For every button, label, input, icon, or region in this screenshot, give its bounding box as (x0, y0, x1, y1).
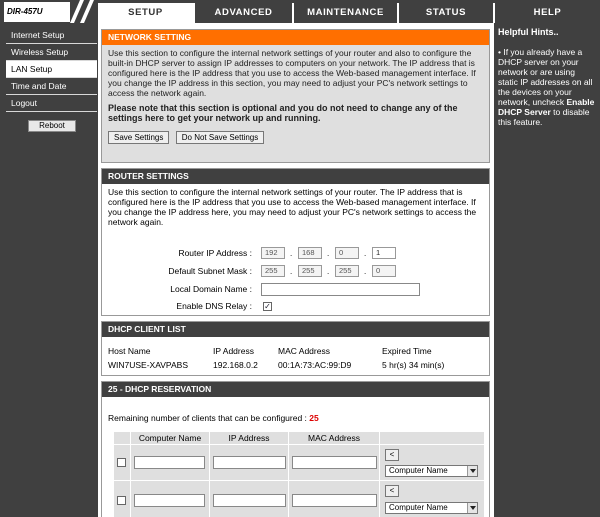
remaining-clients-label: Remaining number of clients that can be configured : (108, 413, 307, 423)
dont-save-settings-button[interactable]: Do Not Save Settings (176, 131, 264, 144)
help-title: Helpful Hints.. (498, 27, 559, 37)
computer-name-dropdown[interactable]: Computer Name (385, 465, 478, 477)
subnet-mask-octet-3[interactable]: 255 (335, 265, 359, 277)
dot-separator: . (290, 267, 293, 276)
client-ip-address: 192.168.0.2 (213, 360, 258, 370)
tab-setup[interactable]: SETUP (98, 3, 193, 23)
table-header-mac-address: MAC Address (289, 432, 379, 444)
dlink-slash-logo (66, 0, 98, 23)
reservation-computer-name-input[interactable] (134, 456, 205, 469)
chevron-down-icon (467, 466, 477, 476)
router-settings-title: ROUTER SETTINGS (102, 169, 489, 184)
dns-relay-row (102, 300, 491, 313)
network-setting-description: Use this section to configure the internal network settings of your router and also to configure the built-in DHCP server to assign IP addresses to computers on your network. The IP address that is configured here is the IP address that you use to access the Web-based management interface. If you change the IP address in this section, you may need to adjust your PC's network settings to access the network again. (108, 48, 476, 98)
help-text: • If you already have a DHCP server on your network or are using static IP addresses on all the devices on your network, uncheck Enable DHCP Server to disable this feature. (498, 47, 595, 127)
tab-maintenance[interactable]: MAINTENANCE (292, 3, 397, 23)
copy-to-fields-button[interactable]: < (385, 485, 399, 497)
save-settings-button[interactable]: Save Settings (108, 131, 169, 144)
dhcp-client-list-section (101, 321, 490, 376)
subnet-mask-octet-2[interactable]: 255 (298, 265, 322, 277)
reservation-mac-address-input[interactable] (292, 494, 377, 507)
dns-relay-label: Enable DNS Relay : (176, 301, 252, 311)
left-sidebar (6, 27, 97, 517)
col-ip-address: IP Address (213, 346, 254, 356)
sidebar-item-time-and-date[interactable]: Time and Date (6, 78, 97, 95)
client-mac-address: 00:1A:73:AC:99:D9 (278, 360, 352, 370)
reservation-computer-name-input[interactable] (134, 494, 205, 507)
dhcp-reservation-section (101, 381, 490, 517)
client-expired-time: 5 hr(s) 34 min(s) (382, 360, 445, 370)
chevron-down-icon (467, 503, 477, 513)
tab-status[interactable]: STATUS (397, 3, 493, 23)
router-ip-row (102, 247, 491, 260)
local-domain-input[interactable] (261, 283, 420, 296)
router-settings-section (101, 168, 490, 316)
dns-relay-checkbox[interactable]: ✓ (264, 302, 271, 311)
table-header-computer-name: Computer Name (131, 432, 209, 444)
bullet-icon: • (498, 47, 501, 57)
reboot-button[interactable]: Reboot (28, 120, 76, 132)
local-domain-label: Local Domain Name : (170, 284, 252, 294)
help-bold-term: Enable DHCP Server (498, 97, 595, 117)
subnet-mask-label: Default Subnet Mask : (168, 266, 252, 276)
main-content (98, 23, 494, 517)
help-panel (496, 23, 600, 517)
network-setting-title: NETWORK SETTING (102, 30, 489, 45)
sidebar-item-logout[interactable]: Logout (6, 95, 97, 112)
dhcp-client-list-title: DHCP CLIENT LIST (102, 322, 489, 337)
top-navigation-bar (0, 0, 600, 23)
col-mac-address: MAC Address (278, 346, 330, 356)
table-header-actions (380, 432, 484, 444)
router-ip-octet-4[interactable]: 1 (372, 247, 396, 259)
router-ip-label: Router IP Address : (178, 248, 252, 258)
subnet-mask-octet-4[interactable]: 0 (372, 265, 396, 277)
computer-name-dropdown[interactable]: Computer Name (385, 502, 478, 514)
sidebar-item-wireless-setup[interactable]: Wireless Setup (6, 44, 97, 61)
router-ip-octet-3[interactable]: 0 (335, 247, 359, 259)
col-host-name: Host Name (108, 346, 151, 356)
table-header-ip-address: IP Address (210, 432, 288, 444)
copy-to-fields-button[interactable]: < (385, 449, 399, 461)
dot-separator: . (290, 249, 293, 258)
subnet-mask-octet-1[interactable]: 255 (261, 265, 285, 277)
router-ip-octet-1[interactable]: 192 (261, 247, 285, 259)
dot-separator: . (364, 267, 367, 276)
dhcp-reservation-title: 25 - DHCP RESERVATION (102, 382, 489, 397)
remaining-clients-count: 25 (309, 413, 319, 423)
optional-notice: Please note that this section is optional and you do not need to change any of the settings here to get your network up and running. (108, 103, 458, 123)
sidebar-item-internet-setup[interactable]: Internet Setup (6, 27, 97, 44)
router-ip-octet-2[interactable]: 168 (298, 247, 322, 259)
client-host-name: WIN7USE-XAVPABS (108, 360, 188, 370)
table-header-checkbox-col (114, 432, 130, 444)
reservation-ip-address-input[interactable] (213, 456, 286, 469)
reservation-mac-address-input[interactable] (292, 456, 377, 469)
tab-help[interactable]: HELP (493, 3, 600, 23)
dot-separator: . (327, 249, 330, 258)
sidebar-item-lan-setup[interactable]: LAN Setup (6, 61, 97, 78)
model-label: DIR-457U (4, 2, 70, 22)
reservation-ip-address-input[interactable] (213, 494, 286, 507)
subnet-mask-row (102, 265, 491, 278)
dot-separator: . (364, 249, 367, 258)
router-settings-description: Use this section to configure the internal network settings of your router. The IP address that is configured here is the IP address that you use to access the Web-based management interface. If you change the IP address here, you may need to adjust your PC's network settings to access the network again. (108, 187, 477, 227)
local-domain-row (102, 283, 491, 296)
remaining-clients-text (108, 413, 319, 423)
reservation-enable-checkbox[interactable] (117, 458, 126, 467)
tab-advanced[interactable]: ADVANCED (193, 3, 292, 23)
network-setting-section (101, 29, 490, 163)
dot-separator: . (327, 267, 330, 276)
reservation-enable-checkbox[interactable] (117, 496, 126, 505)
col-expired-time: Expired Time (382, 346, 432, 356)
